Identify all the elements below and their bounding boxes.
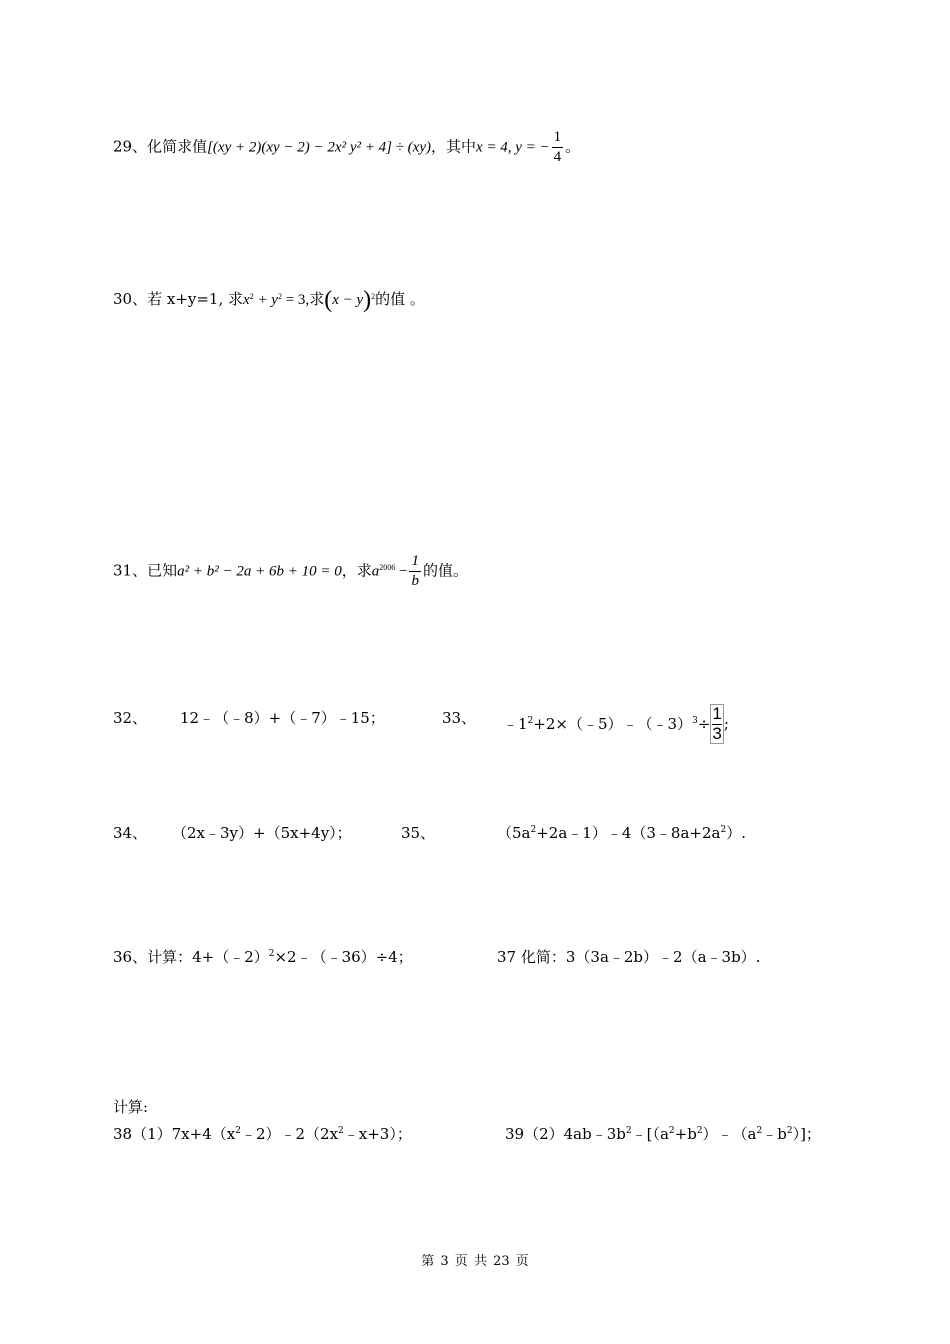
q29-frac-den: 4 bbox=[553, 148, 562, 165]
q34-expr-text: （2x﹣3y）+（5x+4y）； bbox=[172, 824, 352, 842]
q39-sup-1: 2 bbox=[625, 1126, 632, 1136]
q31-end: 的值。 bbox=[422, 561, 468, 580]
q35-expr-a: （5a bbox=[497, 824, 531, 842]
q31-label: 31、已知 bbox=[113, 561, 178, 580]
q36-expr-b: ×2﹣（﹣36）÷4； bbox=[274, 948, 413, 966]
q30-expr-c: = 3, bbox=[281, 292, 310, 308]
q29-fraction bbox=[552, 128, 564, 167]
q38-expr-b: ﹣2）﹣2（2x bbox=[240, 1125, 339, 1143]
q34-label: 34、 bbox=[113, 824, 148, 842]
question-34 bbox=[113, 826, 147, 841]
q38-sup-1: 2 bbox=[235, 1126, 241, 1136]
q37-label: 37 化简： bbox=[497, 948, 566, 966]
question-36 bbox=[113, 950, 413, 965]
q29-condition: x = 4, y = − bbox=[475, 139, 550, 156]
q38-sup-2: 2 bbox=[338, 1126, 344, 1136]
q38-expr-c: ﹣x+3）； bbox=[343, 1125, 412, 1143]
q30-square: 2 bbox=[371, 292, 376, 301]
q32-expr-text: 12﹣（﹣8）+（﹣7）﹣15； bbox=[180, 709, 385, 727]
question-38 bbox=[113, 1127, 412, 1142]
q33-frac-den: 3 bbox=[712, 723, 722, 743]
q39-expr-c: +b bbox=[674, 1125, 697, 1143]
q29-expression: [(xy + 2)(xy − 2) − 2x² y² + 4] ÷ (xy) bbox=[207, 139, 431, 156]
q32-label: 32、 bbox=[113, 709, 148, 727]
q30-label: 30、若 x+y=1, 求 bbox=[113, 290, 244, 308]
question-30: 30、若 x+y=1, 求$x^2 + y^2 = 3$,求$(x - y)^2$的值 。 bbox=[113, 287, 425, 313]
q39-sup-5: 2 bbox=[786, 1126, 793, 1136]
footer-page-number: 3 bbox=[440, 1254, 449, 1269]
page-footer bbox=[0, 1250, 950, 1269]
q39-label: 39（2） bbox=[505, 1125, 564, 1143]
q30-expr-a: x bbox=[243, 292, 250, 308]
calc-heading bbox=[113, 1100, 148, 1115]
question-29 bbox=[113, 128, 580, 167]
q31-exponent: 2006 bbox=[379, 563, 396, 573]
q31-frac-den: b bbox=[411, 572, 419, 589]
q35-sup-1: 2 bbox=[530, 825, 537, 835]
q30-ask: 求 bbox=[309, 290, 325, 308]
q29-label: 29、化简求值 bbox=[113, 137, 208, 156]
q31-expression: a² + b² − 2a + 6b + 10 = 0 bbox=[177, 563, 342, 580]
footer-di: 第 bbox=[421, 1254, 435, 1269]
q35-expr-c: ）. bbox=[726, 824, 746, 842]
q36-square: 2 bbox=[268, 949, 275, 959]
q35-expression bbox=[497, 826, 746, 841]
q33-expr-a: ﹣1 bbox=[503, 714, 528, 733]
q38-expr-a: 7x+4（x bbox=[171, 1125, 236, 1143]
q39-expr-f: ）]； bbox=[792, 1125, 821, 1143]
q33-expr-b: +2×（﹣5）﹣（﹣3） bbox=[533, 714, 693, 733]
footer-gong: 共 bbox=[473, 1254, 487, 1269]
q30-inner: x − y bbox=[332, 292, 364, 308]
q39-expr-b: ﹣[（a bbox=[631, 1125, 669, 1143]
q33-end: ; bbox=[723, 714, 729, 733]
q33-divide: ÷ bbox=[697, 714, 711, 733]
q39-sup-3: 2 bbox=[696, 1126, 703, 1136]
q29-frac-num: 1 bbox=[552, 128, 564, 148]
q29-mid: ，其中 bbox=[430, 137, 476, 156]
q39-expr-e: ﹣b bbox=[762, 1125, 787, 1143]
question-37 bbox=[497, 950, 760, 965]
question-32 bbox=[113, 711, 147, 726]
q38-label: 38（1） bbox=[113, 1125, 172, 1143]
footer-ye-2: 页 bbox=[515, 1254, 529, 1269]
q30-end: 的值 。 bbox=[375, 290, 425, 308]
q33-square: 2 bbox=[527, 715, 534, 726]
footer-total-pages: 23 bbox=[493, 1254, 510, 1269]
q31-fraction bbox=[409, 552, 421, 591]
q39-expr-a: 4ab﹣3b bbox=[563, 1125, 626, 1143]
q31-minus: − bbox=[395, 563, 408, 580]
q35-label: 35、 bbox=[401, 824, 436, 842]
q31-base: a bbox=[371, 563, 380, 580]
q29-end: 。 bbox=[565, 137, 581, 156]
q33-frac-num: 1 bbox=[712, 704, 722, 723]
q33-fraction bbox=[710, 704, 723, 744]
q39-sup-4: 2 bbox=[756, 1126, 763, 1136]
question-39 bbox=[505, 1127, 821, 1142]
q30-expr-b: + y bbox=[253, 292, 278, 308]
q33-cube: 3 bbox=[692, 715, 698, 726]
calc-heading-text: 计算: bbox=[113, 1098, 149, 1116]
q37-expr: 3（3a﹣2b）﹣2（a﹣3b）. bbox=[565, 948, 761, 966]
q36-expr-a: 4+（﹣2） bbox=[192, 948, 269, 966]
q35-expr-b: +2a﹣1）﹣4（3﹣8a+2a bbox=[536, 824, 721, 842]
q36-label: 36、计算： bbox=[113, 948, 193, 966]
footer-ye-1: 页 bbox=[454, 1254, 468, 1269]
q34-expression bbox=[172, 826, 352, 841]
q35-sup-2: 2 bbox=[720, 825, 727, 835]
question-31 bbox=[113, 552, 468, 591]
q33-expression bbox=[503, 704, 729, 744]
question-33 bbox=[442, 711, 476, 726]
q39-expr-d: ）﹣（a bbox=[702, 1125, 757, 1143]
question-35 bbox=[401, 826, 435, 841]
q39-sup-2: 2 bbox=[668, 1126, 675, 1136]
q31-frac-num: 1 bbox=[409, 552, 421, 572]
q32-expression bbox=[180, 711, 385, 726]
q31-mid: ，求 bbox=[341, 561, 372, 580]
q33-label: 33、 bbox=[442, 709, 477, 727]
